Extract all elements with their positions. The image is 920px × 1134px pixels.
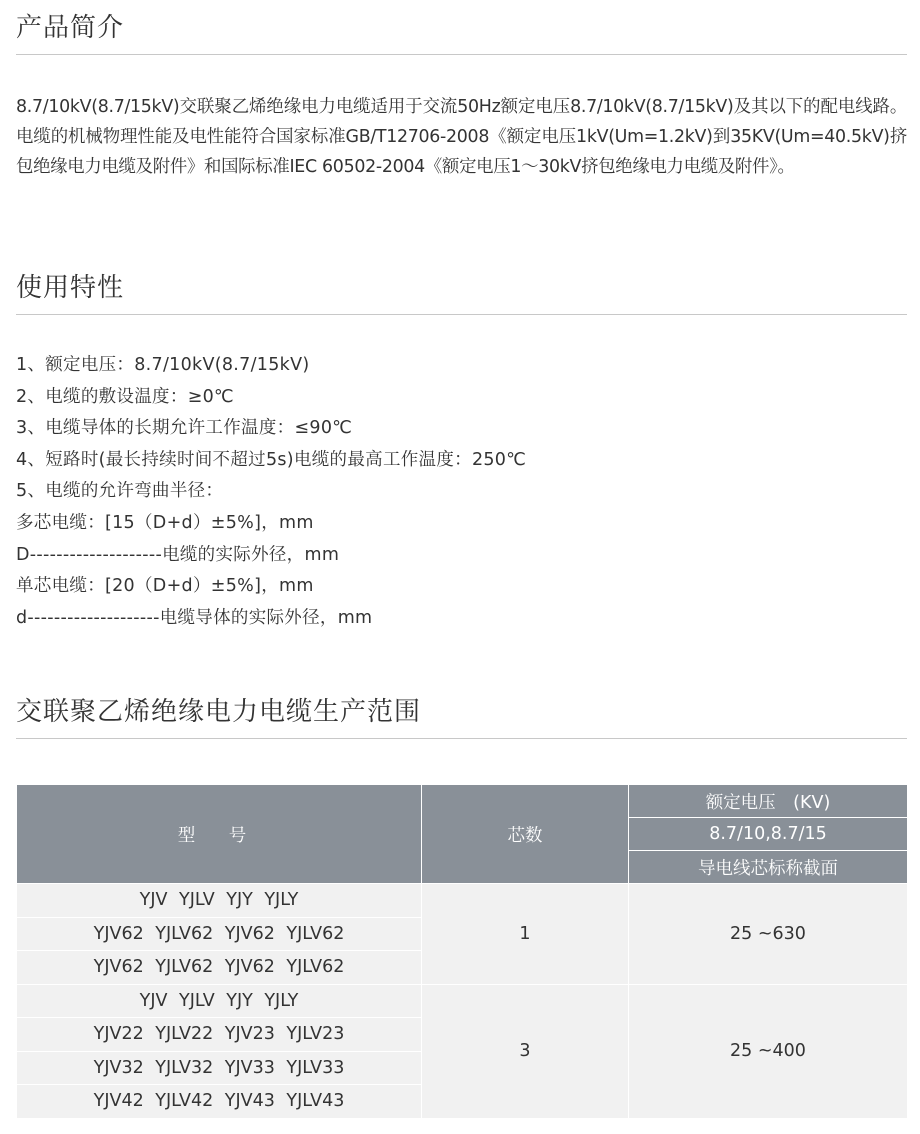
property-item: 多芯电缆：[15（D+d）±5%]，mm xyxy=(16,512,314,533)
table-row xyxy=(17,984,908,1018)
property-item: 2、电缆的敷设温度：≥0℃ xyxy=(16,386,234,407)
properties-section-header xyxy=(16,270,907,315)
production-range-table xyxy=(16,784,908,1119)
model-cell: YJV62 YJLV62 YJV62 YJLV62 xyxy=(17,951,422,985)
model-cell: YJV22 YJLV22 YJV23 YJLV23 xyxy=(17,1018,422,1052)
table-row xyxy=(17,884,908,918)
header-voltage: 额定电压 (KV) xyxy=(629,785,908,818)
range-title: 交联聚乙烯绝缘电力电缆生产范围 xyxy=(16,697,422,727)
model-cell: YJV YJLV YJY YJLY xyxy=(17,884,422,918)
cores-cell: 1 xyxy=(422,884,629,985)
properties-list xyxy=(16,350,526,634)
property-item: 1、额定电压：8.7/10kV(8.7/15kV) xyxy=(16,355,310,375)
header-cross-section: 导电线芯标称截面 xyxy=(629,851,908,884)
cores-cell: 3 xyxy=(422,984,629,1118)
properties-title: 使用特性 xyxy=(16,273,125,303)
model-cell: YJV32 YJLV32 YJV33 YJLV33 xyxy=(17,1051,422,1085)
intro-paragraph: 8.7/10kV(8.7/15kV)交联聚乙烯绝缘电力电缆适用于交流50Hz额定电压8.7/10kV(8.7/15kV)及其以下的配电线路。电缆的机械物理性能及电性能符合国家标准GB/T12706-2008《额定电压1kV(Um=1.2kV)到35KV(Um=40.5kV)挤包绝缘电力电缆及附件》和国际标准IEC 60502-2004《额定电压1～30kV挤包绝缘电力电缆及附件》。 xyxy=(16,97,907,177)
property-item: 4、短路时(最长持续时间不超过5s)电缆的最高工作温度：250℃ xyxy=(16,449,527,470)
property-item: 单芯电缆：[20（D+d）±5%]，mm xyxy=(16,576,314,597)
model-cell: YJV42 YJLV42 YJV43 YJLV43 xyxy=(17,1085,422,1119)
header-voltage-values: 8.7/10,8.7/15 xyxy=(629,818,908,851)
model-cell: YJV62 YJLV62 YJV62 YJLV62 xyxy=(17,917,422,951)
property-item: d--------------------电缆导体的实际外径，mm xyxy=(16,607,373,628)
model-cell: YJV YJLV YJY YJLY xyxy=(17,984,422,1018)
header-cores: 芯数 xyxy=(422,785,629,884)
property-item: D--------------------电缆的实际外径，mm xyxy=(16,544,340,565)
intro-title: 产品简介 xyxy=(16,13,125,43)
cross-section-cell: 25 ~630 xyxy=(629,884,908,985)
property-item: 3、电缆导体的长期允许工作温度：≤90℃ xyxy=(16,418,353,439)
cross-section-cell: 25 ~400 xyxy=(629,984,908,1118)
property-item: 5、电缆的允许弯曲半径： xyxy=(16,481,224,502)
range-section-header xyxy=(16,694,907,739)
header-model: 型 号 xyxy=(17,785,422,884)
table-header-row xyxy=(17,785,908,818)
intro-section-header xyxy=(16,10,907,55)
